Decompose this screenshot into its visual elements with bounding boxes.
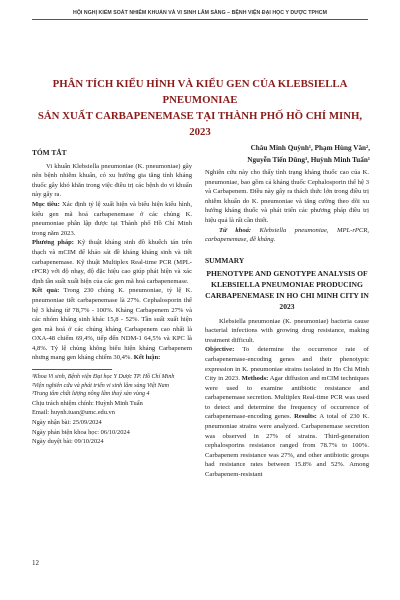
header-divider <box>32 19 368 20</box>
author-list <box>210 142 370 166</box>
conclusion-label: Kết luận: <box>133 354 161 362</box>
method-text: Kỹ thuật kháng sinh đồ khuếch tán trên thạch và mCIM để khảo sát đề kháng kháng sinh và tiết carbapenemase. Kỹ thuật Multiplex Real-time PCR (MPL-rPCR) với độ nhạy, độ đặc hiệu cao giúp phát hiện và xác định tần suất xuất hiện của các gen mã hoá carbapenemase. <box>32 239 192 285</box>
en-methods-text: Agar diffusion and mCIM techniques were used to examine antibiotic resistance and carbapenemase secretion. Multiplex Real-time PCR was used to detect and determine the frequency of occurrence of carbapenemase-encoding genes. <box>205 375 369 421</box>
abstract-heading: TÓM TẮT <box>32 148 67 157</box>
summary-heading: SUMMARY <box>205 255 245 265</box>
title-line-1: PHÂN TÍCH KIỂU HÌNH VÀ KIỂU GEN CỦA KLEBSIELLA PNEUMONIAE <box>52 78 348 106</box>
en-methods-label: Methods: <box>241 375 269 383</box>
result-text: Trong 230 chủng K. pneumoniae, tỷ lệ K. pneumoniae tiết carbapenemase là 27%. Cephalosporin thế hệ 3 kháng từ 78,7% - 100%. Kháng Carbapenem 27% và các nhóm kháng sinh khác 15,8 - 52%. Tần suất xuất hiện gen mã hoá ở các chủng kháng Carbapenem cao nhất là OXA-48 chiếm 69,4%, tiếp đến NDM-1 64,5% và KPC là 4,8%. Tỷ lệ chủng không biểu hiện kháng Carbapenem nhưng mang gen kháng chiếm 30,4%. <box>32 287 193 362</box>
result-label: Kết quả: <box>32 287 60 295</box>
authors-line-1: Châu Minh Quỳnh¹, Phạm Hùng Vân², <box>250 144 370 152</box>
en-objective-text: To determine the occurrence rate of carbapenemase-encoding genes and their phenotypic expression in K. pneumoniae strains isolated in Ho Chi Minh City in 2023. <box>205 346 370 383</box>
date-reviewed: Ngày phản biện khoa học: 06/10/2024 <box>32 428 130 436</box>
en-results-text: A total of 230 K. pneumoniae strains were analyzed. Carbapenemase secretion was observed in 27% of strains. Third-generation cephalosporins resistance ranged from 78.7% to 100%. Carbapenem resistance was 27%, and other antibiotic groups had resistance rates between 15.8% and 52%. Among Carbapenem-resistant <box>205 413 369 479</box>
title-line-2: SẢN XUẤT CARBAPENEMASE TẠI THÀNH PHỐ HỒ CHÍ MINH, 2023 <box>37 110 363 138</box>
keywords-label: Từ khoá: <box>219 226 252 234</box>
page-number: 12 <box>32 559 39 567</box>
running-header: HỘI NGHỊ KIỂM SOÁT NHIỄM KHUẨN VÀ VI SINH LÂM SÀNG – BỆNH VIỆN ĐẠI HỌC Y DƯỢC TPHCM <box>73 10 327 16</box>
objective-text: Xác định tỷ lệ xuất hiện và biểu hiện kiểu hình, kiểu gen mã hoá carbapenemase ở các chủng K. pneumoniae phân lập được tại Thành phố Hồ Chí Minh trong năm 2023. <box>32 200 192 237</box>
footnote-3: ³Trung tâm chất lượng nông lâm thuỷ sản vùng 4 <box>32 391 150 398</box>
abstract-conclusion: Nghiên cứu này cho thấy tình trạng kháng thuốc cao của K. pneumoniae, bao gồm cả kháng thuốc Cephalosporin thế hệ 3 và Carbapenem. Điều này gây ra thách thức lớn trong điều trị nhiễm khuẩn do K. pneumoniae và tăng cường theo dõi xu hướng kháng thuốc và phát triển các phương pháp điều trị hiệu quả là rất cần thiết. <box>205 169 369 224</box>
english-title: PHENOTYPE AND GENOTYPE ANALYSIS OF KLEBSIELLA PNEUMONIAE PRODUCING CARBAPENEMASE IN HO CHI MINH CITY IN 2023 <box>205 269 369 311</box>
en-results-label: Results: <box>294 413 317 421</box>
keywords-text: Klebsiella pneumoniae, MPL-rPCR, carbapenemase, đề kháng. <box>205 226 370 244</box>
email: Email: huynh.tuan@umc.edu.vn <box>32 409 115 417</box>
en-objective-label: Objective: <box>205 346 235 354</box>
right-column <box>205 168 369 480</box>
article-title <box>32 76 368 140</box>
corresponding-author: Chịu trách nhiệm chính: Huỳnh Minh Tuấn <box>32 399 143 407</box>
footnote-2: ²Viện nghiên cứu và phát triển vi sinh lâm sàng Việt Nam <box>32 382 169 389</box>
date-received: Ngày nhận bài: 25/09/2024 <box>32 419 102 427</box>
footnote-1: ¹Khoa Vi sinh, Bệnh viện Đại học Y Dược TP. Hồ Chí Minh <box>32 374 175 381</box>
abstract-intro: Vi khuẩn Klebsiella pneumoniae (K. pneumoniae) gây nên bệnh nhiễm khuẩn, có xu hướng gia tăng tính kháng thuốc gây khó khăn trong việc điều trị các bệnh do vi khuẩn này gây ra. <box>32 162 192 199</box>
english-intro: Klebsiella pneumoniae (K. pneumoniae) bacteria cause bacterial infections with growing drug resistance, making treatment difficult. <box>205 317 369 344</box>
left-column <box>32 148 192 447</box>
date-approved: Ngày duyệt bài: 09/10/2024 <box>32 438 104 446</box>
footnote-divider <box>32 369 112 370</box>
authors-line-2: Nguyễn Tiến Dũng³, Huỳnh Minh Tuấn¹ <box>247 156 370 164</box>
objective-label: Mục tiêu: <box>32 200 60 208</box>
method-label: Phương pháp: <box>32 239 74 247</box>
